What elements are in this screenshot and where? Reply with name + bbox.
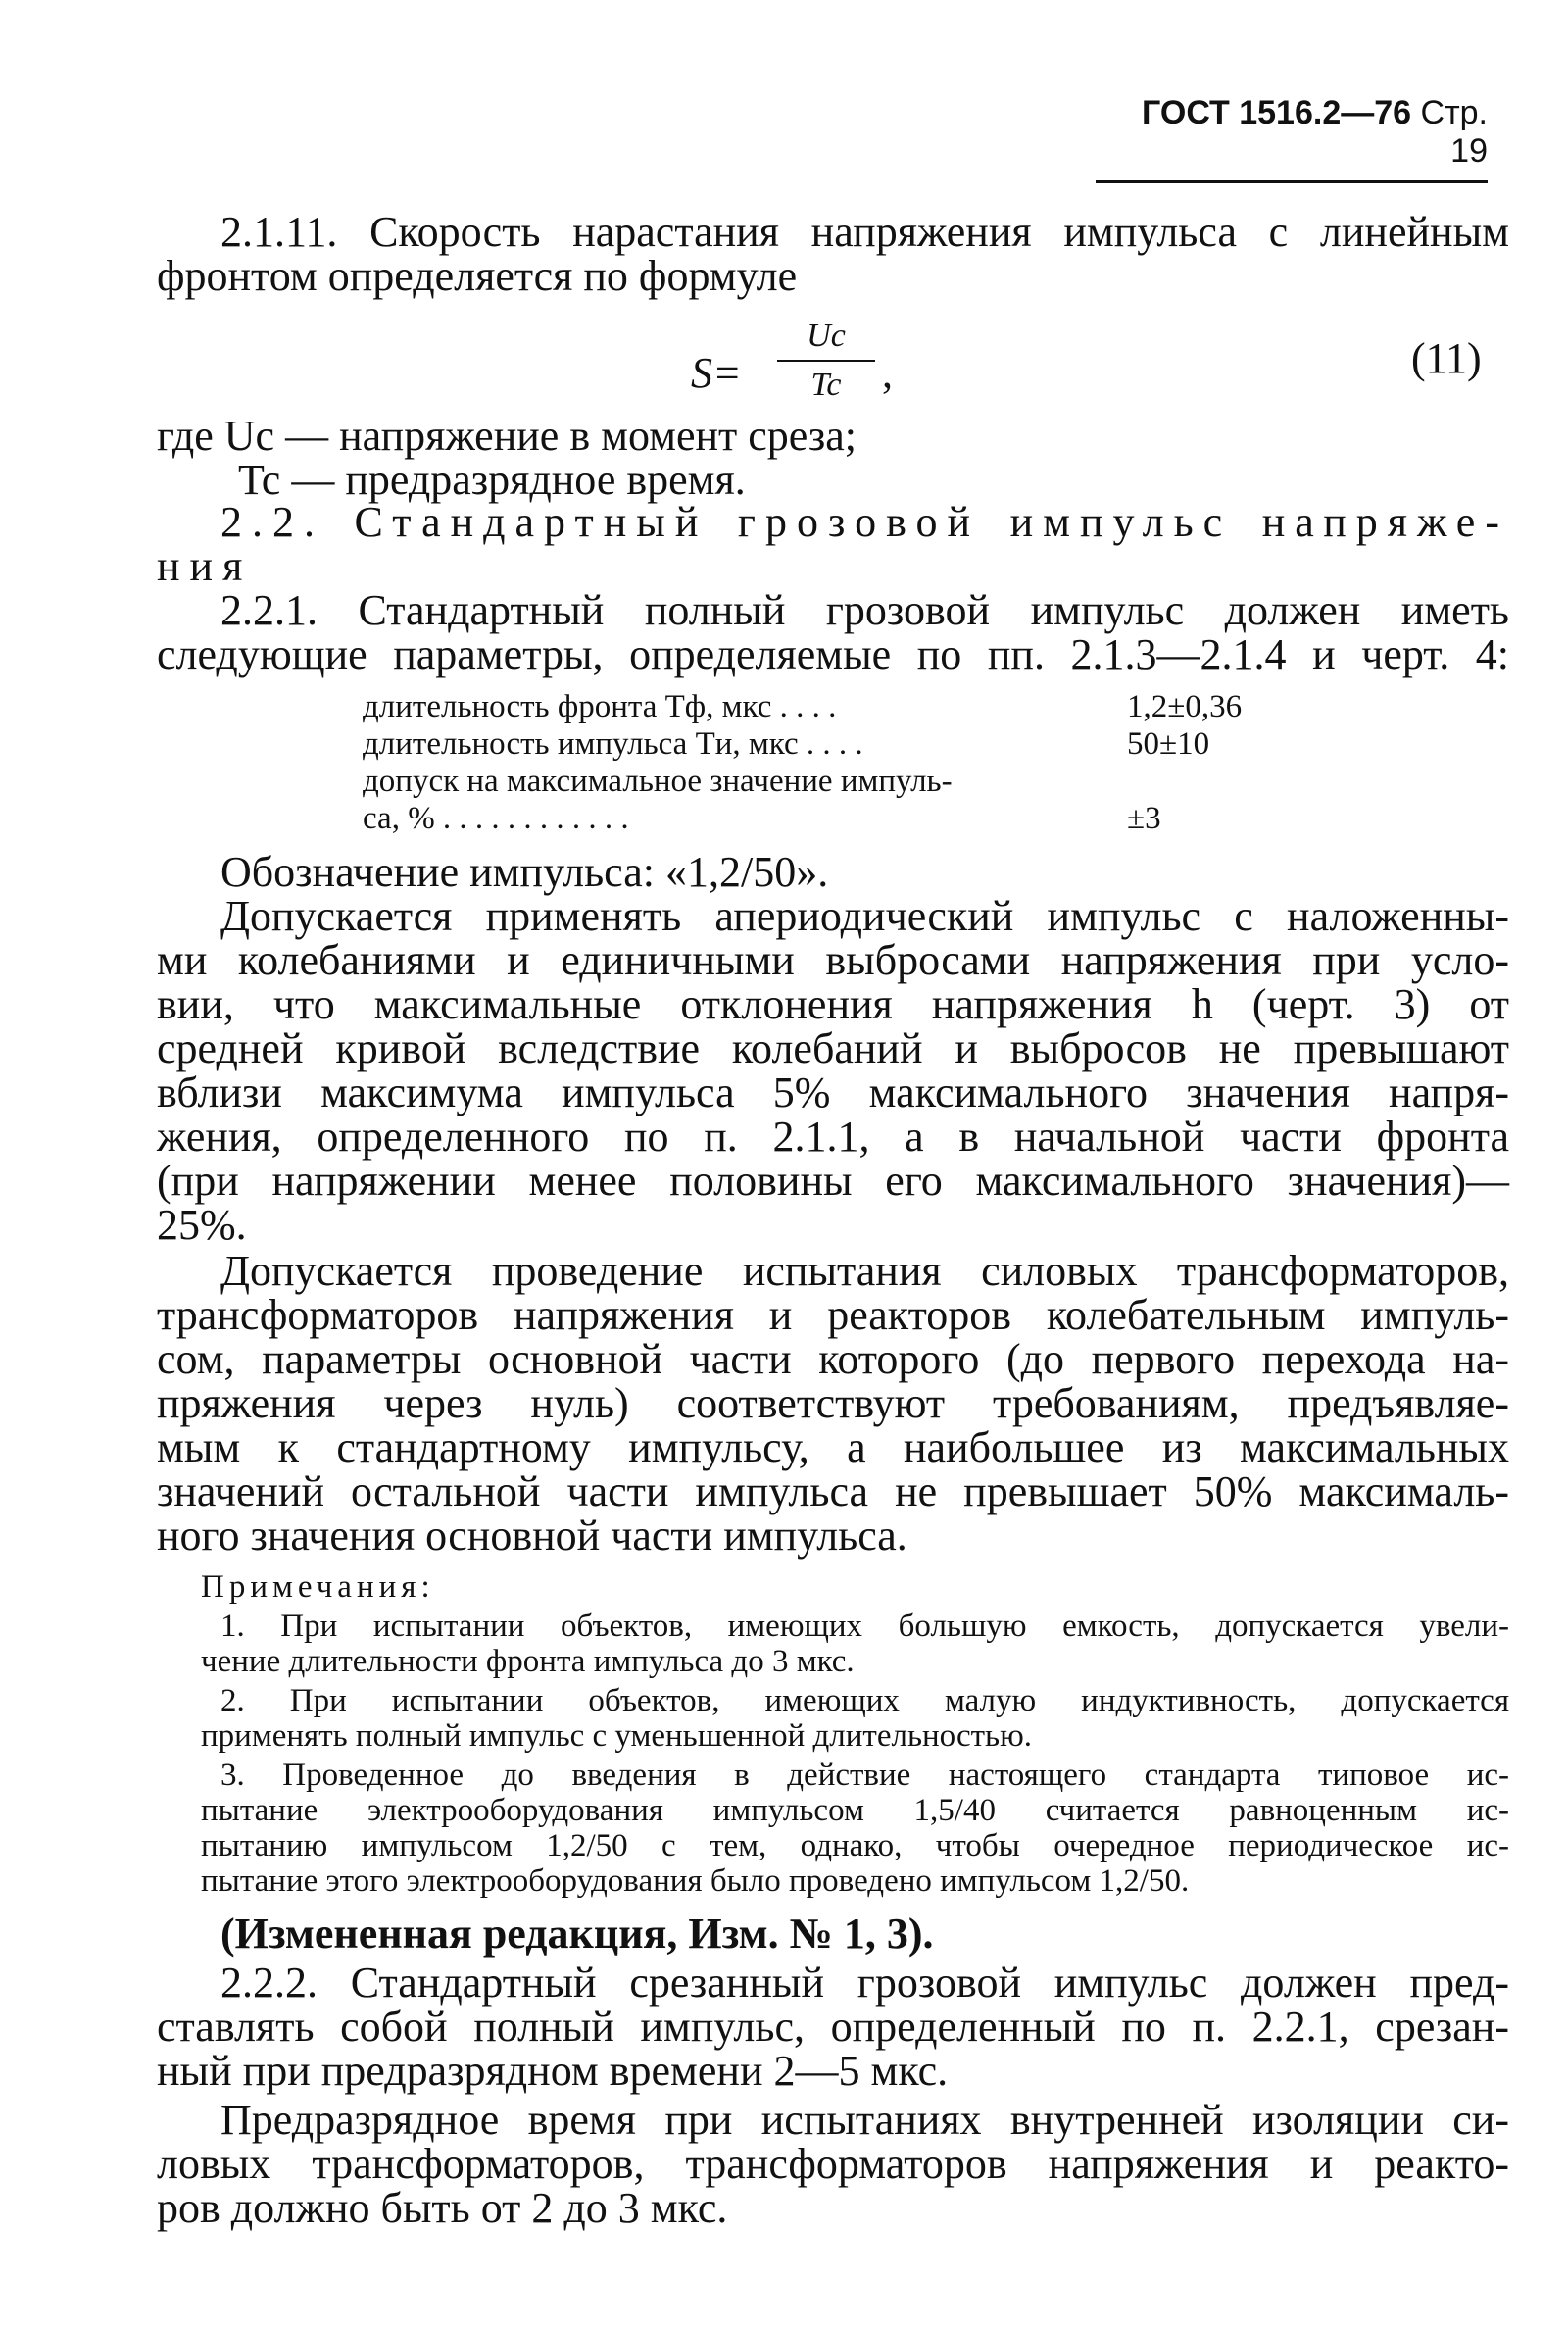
formula-numerator: Uc <box>807 318 846 354</box>
page-number: Стр. 19 <box>1420 94 1488 170</box>
param-value: ±3 <box>1127 801 1161 836</box>
note-line: 3. Проведенное до введения в действие настоящего стандарта типовое ис- <box>220 1758 1509 1793</box>
paragraph-line: вблизи максимума импульса 5% максимального значения напря- <box>157 1068 1509 1116</box>
paragraph-2-2-1-line: следующие параметры, определяемые по пп. 2.1.3—2.1.4 и черт. 4: <box>157 630 1509 678</box>
paragraph-line: трансформаторов напряжения и реакторов колебательным импуль- <box>157 1291 1509 1339</box>
note-line: 2. При испытании объектов, имеющих малую индуктивность, допускается <box>220 1683 1509 1718</box>
formula-comma: , <box>882 349 893 397</box>
paragraph-line: жения, определенного по п. 2.1.1, а в начальной части фронта <box>157 1113 1509 1161</box>
paragraph-line: ловых трансформаторов, трансформаторов напряжения и реакто- <box>157 2140 1509 2188</box>
paragraph-2-2-2-line: ный при предразрядном времени 2—5 мкс. <box>157 2047 949 2095</box>
section-2-2-heading-cont: ния <box>157 542 253 590</box>
paragraph-line: средней кривой вследствие колебаний и выбросов не превышают <box>157 1024 1509 1072</box>
paragraph-line: ров должно быть от 2 до 3 мкс. <box>157 2184 728 2232</box>
paragraph-line: 25%. <box>157 1201 247 1249</box>
section-2-2-heading: 2.2. Стандартный грозовой импульс напряже- <box>220 498 1509 546</box>
param-label: са, % . . . . . . . . . . . . <box>363 801 629 836</box>
paragraph-line: значений остальной части импульса не превышает 50% максималь- <box>157 1467 1509 1515</box>
paragraph-2-2-1-line: 2.2.1. Стандартный полный грозовой импульс должен иметь <box>220 586 1509 634</box>
formula-11 <box>691 309 926 426</box>
formula-lhs: S= <box>691 349 742 397</box>
paragraph-line: Допускается применять апериодический импульс с наложенны- <box>220 892 1509 940</box>
note-line: 1. При испытании объектов, имеющих большую емкость, допускается увели- <box>220 1609 1509 1644</box>
paragraph-line: пряжения через нуль) соответствуют требованиям, предъявляе- <box>157 1379 1509 1427</box>
paragraph-line: мым к стандартному импульсу, а наибольшее из максимальных <box>157 1423 1509 1471</box>
paragraph-2-1-11-line: фронтом определяется по формуле <box>157 252 798 300</box>
note-line: применять полный импульс с уменьшенной длительностью. <box>201 1718 1033 1754</box>
formula-fraction <box>777 317 875 405</box>
where-line: Tc — предразрядное время. <box>238 456 746 504</box>
impulse-designation: Обозначение импульса: «1,2/50». <box>220 848 829 896</box>
where-line: где Uc — напряжение в момент среза; <box>157 412 857 460</box>
param-label: длительность импульса Tи, мкс . . . . <box>363 726 863 762</box>
paragraph-line: сом, параметры основной части которого (до первого перехода на- <box>157 1335 1509 1383</box>
param-label: допуск на максимальное значение импуль- <box>363 764 953 799</box>
amendment-note: (Измененная редакция, Изм. № 1, 3). <box>220 1909 934 1958</box>
paragraph-line: ми колебаниями и единичными выбросами напряжения при усло- <box>157 936 1509 984</box>
page-header <box>1096 94 1488 183</box>
standard-number: ГОСТ 1516.2—76 <box>1142 94 1412 131</box>
note-line: пытанию импульсом 1,2/50 с тем, однако, чтобы очередное периодическое ис- <box>201 1828 1509 1863</box>
paragraph-line: вии, что максимальные отклонения напряжения h (черт. 3) от <box>157 980 1509 1028</box>
note-line: пытание электрооборудования импульсом 1,5/40 считается равноценным ис- <box>201 1793 1509 1828</box>
notes-title: Примечания: <box>201 1569 435 1605</box>
equation-number: (11) <box>1411 334 1482 382</box>
paragraph-2-1-11-line: 2.1.11. Скорость нарастания напряжения импульса с линейным <box>220 208 1509 256</box>
formula-denominator: Tc <box>810 367 842 403</box>
paragraph-line: (при напряжении менее половины его максимального значения)— <box>157 1157 1509 1205</box>
paragraph-line: Предразрядное время при испытаниях внутренней изоляции си- <box>220 2096 1509 2144</box>
note-line: чение длительности фронта импульса до 3 мкс. <box>201 1644 855 1679</box>
param-value: 50±10 <box>1127 726 1210 762</box>
param-label: длительность фронта Tф, мкс . . . . <box>363 689 837 724</box>
note-line: пытание этого электрооборудования было проведено импульсом 1,2/50. <box>201 1863 1190 1899</box>
paragraph-line: ного значения основной части импульса. <box>157 1512 907 1560</box>
paragraph-line: Допускается проведение испытания силовых трансформаторов, <box>220 1247 1509 1295</box>
param-value: 1,2±0,36 <box>1127 689 1243 724</box>
fraction-bar <box>777 360 875 362</box>
paragraph-2-2-2-line: 2.2.2. Стандартный срезанный грозовой импульс должен пред- <box>220 1959 1509 2007</box>
paragraph-2-2-2-line: ставлять собой полный импульс, определенный по п. 2.2.1, срезан- <box>157 2003 1509 2051</box>
